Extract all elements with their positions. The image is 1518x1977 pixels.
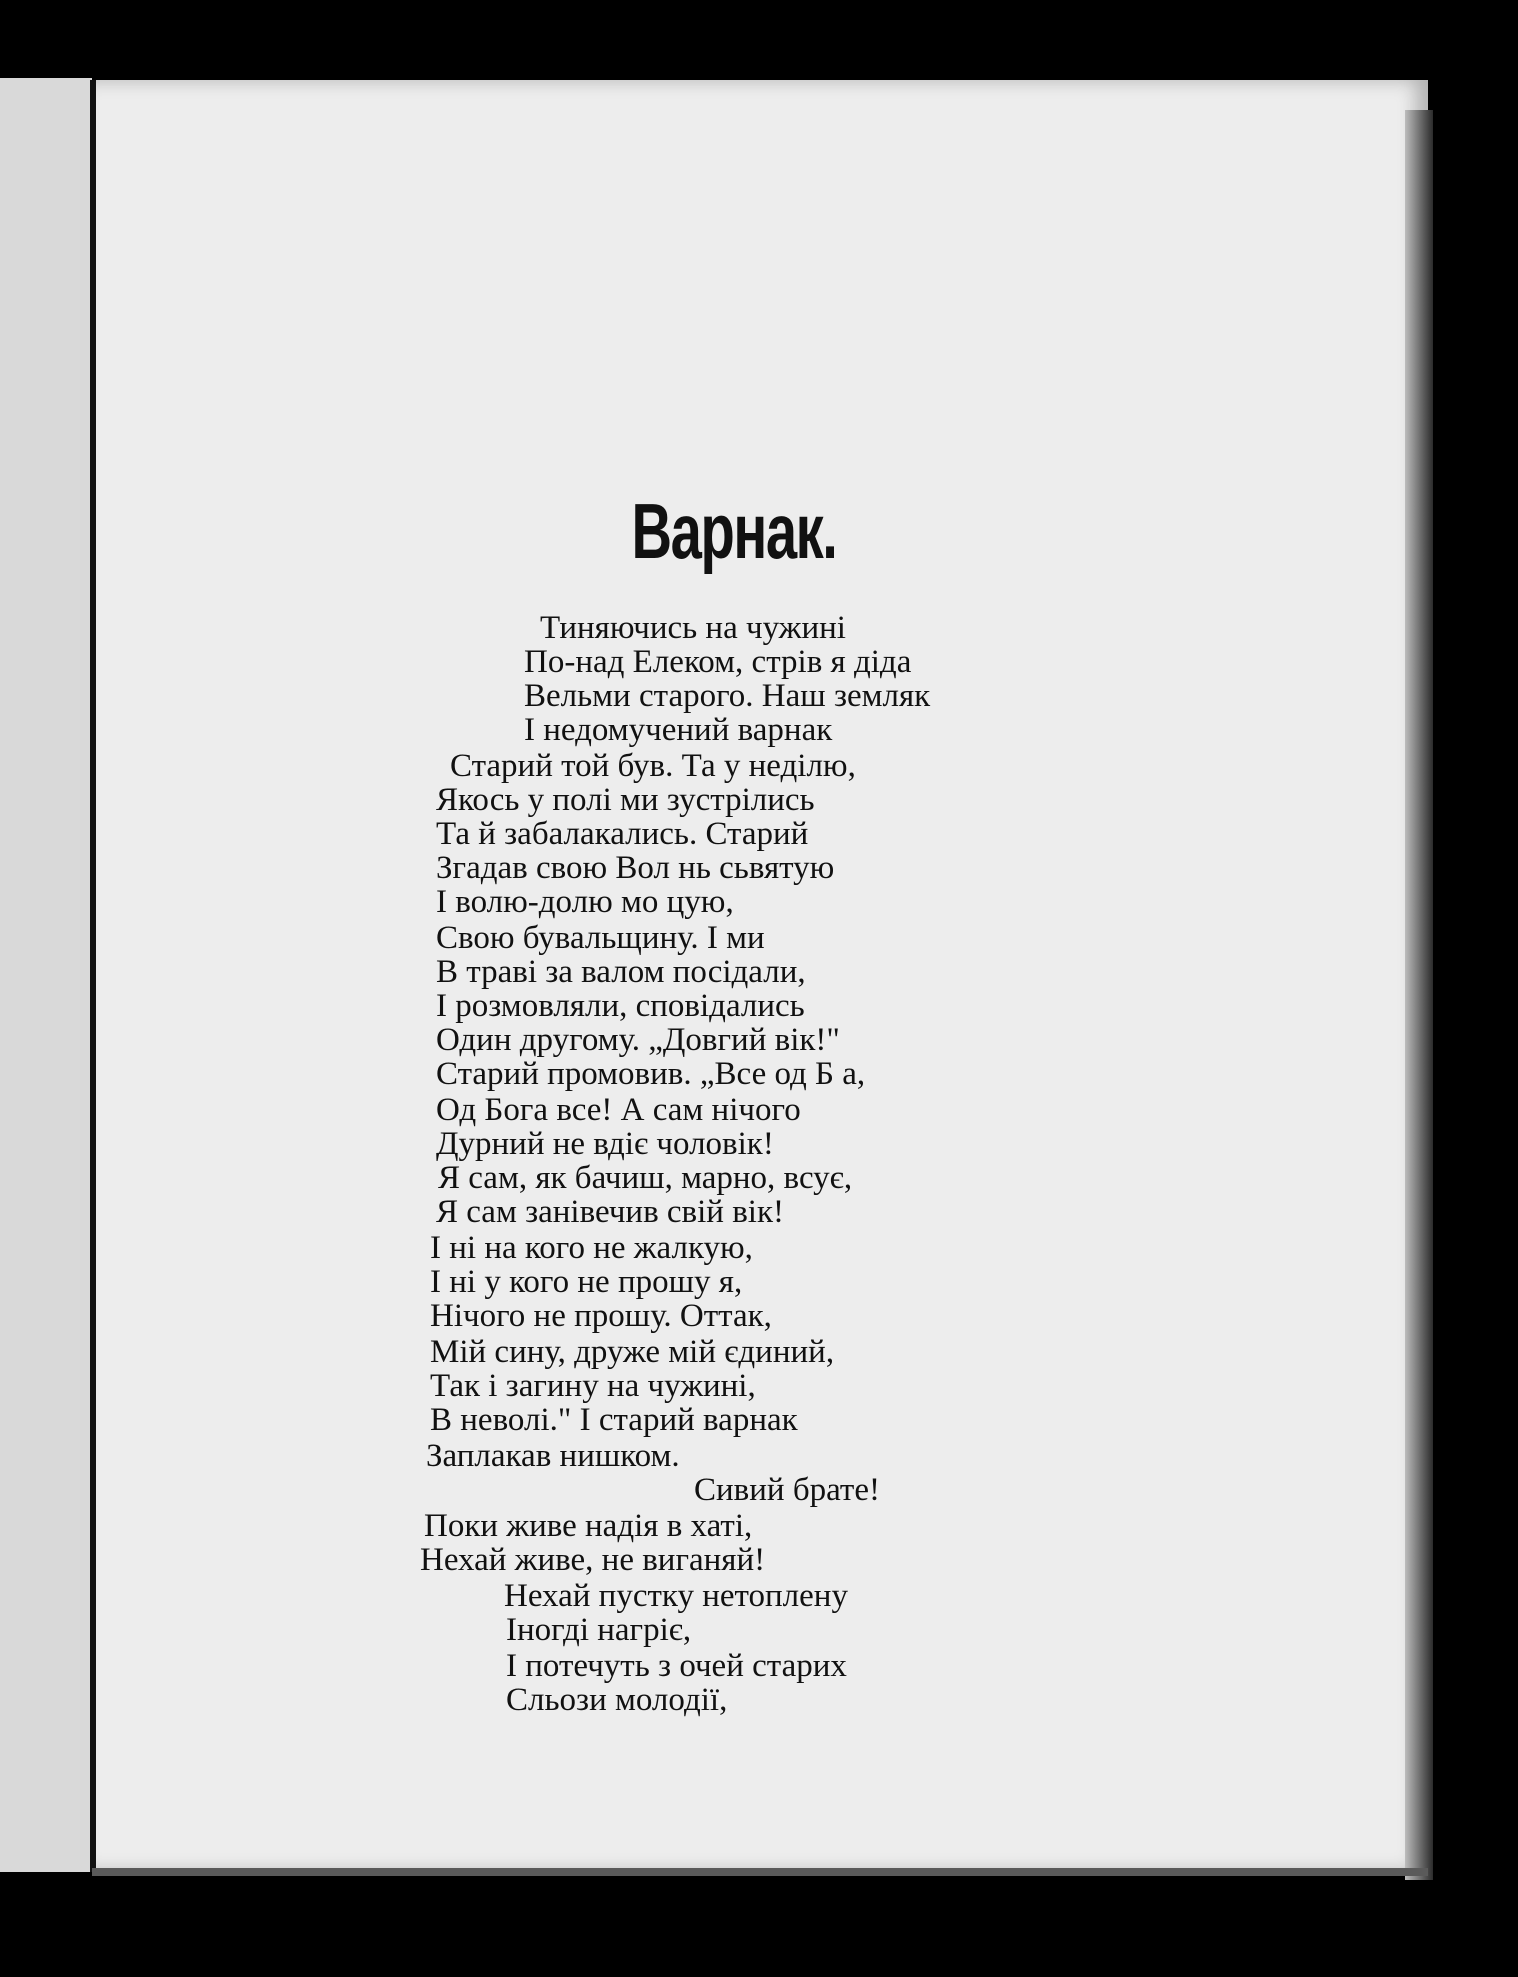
poem-line: І недомучений варнак [524,712,833,748]
poem-line: Свою бувальщину. І ми [436,920,765,956]
poem-line: І розмовляли, сповідались [436,988,805,1024]
poem-line: В неволі." І старий варнак [430,1402,798,1438]
poem-line: Я сам, як бачиш, марно, всує, [438,1160,853,1196]
poem-line: Заплакав нишком. [426,1438,680,1474]
poem-line: Поки живе надія в хаті, [424,1508,753,1544]
poem-line: Я сам занівечив свій вік! [436,1194,784,1230]
poem-line: Один другому. „Довгий вік!" [436,1022,840,1058]
poem-line: Сивий брате! [694,1472,880,1508]
poem-line: І потечуть з очей старих [506,1648,847,1684]
poem-line: Нехай живе, не виганяй! [420,1542,766,1578]
poem-line: Згадав свою Вол нь сьвятую [436,850,835,886]
poem-line: Старий промовив. „Все од Б а, [436,1056,866,1092]
poem-line: Сльози молодії, [506,1682,728,1718]
poem-title: Варнак. [631,487,837,575]
poem-line: Нехай пустку нетоплену [504,1578,848,1614]
poem-line: Мій сину, друже мій єдиний, [430,1334,835,1370]
poem-line: Та й забалакались. Старий [436,816,809,852]
poem-line: І ні у кого не прошу я, [430,1264,743,1300]
poem-line: Якось у полі ми зустрілись [436,782,815,818]
poem-line: Так і загину на чужині, [430,1368,756,1404]
poem-line: Іногді нагріє, [506,1612,692,1648]
poem-line: В траві за валом посідали, [436,954,806,990]
poem-line: Нічого не прошу. Оттак, [430,1298,772,1334]
poem-line: І волю-долю мо цую, [436,884,734,920]
poem-line: Вельми старого. Наш земляк [524,678,931,714]
poem-line: Дурний не вдіє чоловік! [436,1126,774,1162]
poem-line: Тиняючись на чужині [540,610,846,646]
poem-line: І ні на кого не жалкую, [430,1230,753,1266]
poem-line: Од Бога все! А сам нічого [436,1092,801,1128]
poem-line: Старий той був. Та у неділю, [450,748,856,784]
poem-line: По-над Елеком, стрів я діда [524,644,912,680]
